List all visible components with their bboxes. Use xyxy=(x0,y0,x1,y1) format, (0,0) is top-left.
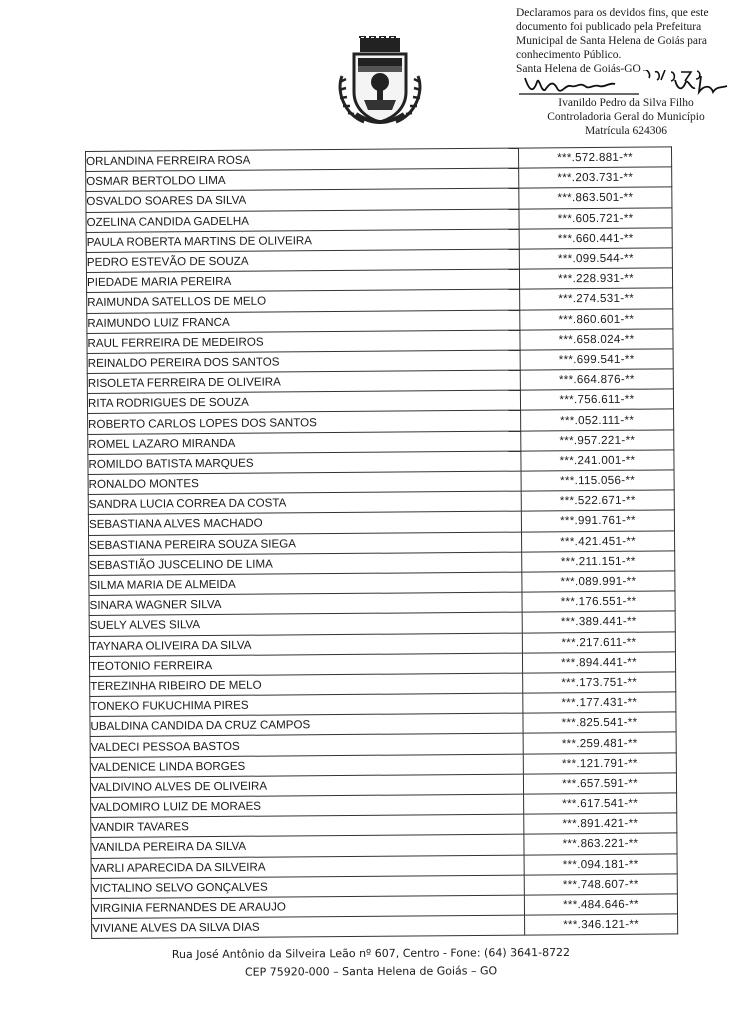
beneficiary-name: VALDECI PESSOA BASTOS xyxy=(90,734,523,758)
masked-cpf: ***.115.056-** xyxy=(521,470,674,491)
beneficiary-table xyxy=(85,146,678,939)
beneficiary-name: OSVALDO SOARES DA SILVA xyxy=(86,188,519,212)
beneficiary-name: OZELINA CANDIDA GADELHA xyxy=(86,209,519,233)
beneficiary-name: RAIMUNDA SATELLOS DE MELO xyxy=(87,289,520,313)
beneficiary-name: VANILDA PEREIRA DA SILVA xyxy=(91,834,524,858)
beneficiary-name: SINARA WAGNER SILVA xyxy=(89,592,522,616)
masked-cpf: ***.748.607-** xyxy=(524,874,677,895)
publication-declaration xyxy=(516,6,738,76)
masked-cpf: ***.860.601-** xyxy=(520,308,673,329)
masked-cpf: ***.389.441-** xyxy=(522,611,675,632)
beneficiary-name: VANDIR TAVARES xyxy=(91,814,524,838)
beneficiary-name: TAYNARA OLIVEIRA DA SILVA xyxy=(89,633,522,657)
signatory-block xyxy=(520,96,732,138)
beneficiary-name: TEOTONIO FERREIRA xyxy=(89,653,522,677)
masked-cpf: ***.176.551-** xyxy=(522,591,675,612)
beneficiary-name: VALDOMIRO LUIZ DE MORAES xyxy=(91,794,524,818)
beneficiary-name: SILMA MARIA DE ALMEIDA xyxy=(89,572,522,596)
beneficiary-name: VARLI APARECIDA DA SILVEIRA xyxy=(91,855,524,879)
masked-cpf: ***.173.751-** xyxy=(523,672,676,693)
masked-cpf: ***.094.181-** xyxy=(524,853,677,874)
masked-cpf: ***.572.881-** xyxy=(518,147,671,168)
masked-cpf: ***.957.221-** xyxy=(521,430,674,451)
masked-cpf: ***.217.611-** xyxy=(522,631,675,652)
beneficiary-name: SEBASTIANA PEREIRA SOUZA SIEGA xyxy=(89,532,522,556)
beneficiary-name: VIRGINIA FERNANDES DE ARAUJO xyxy=(91,895,524,919)
beneficiary-name: SEBASTIANA ALVES MACHADO xyxy=(88,511,521,535)
masked-cpf: ***.658.024-** xyxy=(520,329,673,350)
beneficiary-name: SUELY ALVES SILVA xyxy=(89,612,522,636)
masked-cpf: ***.825.541-** xyxy=(523,712,676,733)
masked-cpf: ***.863.501-** xyxy=(519,187,672,208)
masked-cpf: ***.089.991-** xyxy=(522,571,675,592)
declaration-line: Declaramos para os devidos fins, que este xyxy=(516,7,709,19)
masked-cpf: ***.346.121-** xyxy=(525,914,678,935)
masked-cpf: ***.259.481-** xyxy=(523,732,676,753)
beneficiary-name: VALDIVINO ALVES DE OLIVEIRA xyxy=(90,774,523,798)
beneficiary-name: ROMEL LAZARO MIRANDA xyxy=(88,431,521,455)
beneficiary-name: PAULA ROBERTA MARTINS DE OLIVEIRA xyxy=(86,229,519,253)
beneficiary-name: REINALDO PEREIRA DOS SANTOS xyxy=(87,350,520,374)
beneficiary-name: TONEKO FUKUCHIMA PIRES xyxy=(90,693,523,717)
beneficiary-name: UBALDINA CANDIDA DA CRUZ CAMPOS xyxy=(90,713,523,737)
beneficiary-name: TEREZINHA RIBEIRO DE MELO xyxy=(90,673,523,697)
page-footer xyxy=(0,943,742,983)
masked-cpf: ***.894.441-** xyxy=(522,652,675,673)
beneficiary-table-body xyxy=(86,147,678,939)
beneficiary-name: PEDRO ESTEVÃO DE SOUZA xyxy=(86,249,519,273)
masked-cpf: ***.863.221-** xyxy=(524,833,677,854)
signatory-office: Controladoria Geral do Município xyxy=(547,111,705,123)
signatory-registration: Matrícula 624306 xyxy=(584,125,668,137)
declaration-line: documento foi publicado pela Prefeitura xyxy=(516,21,702,33)
masked-cpf: ***.121.791-** xyxy=(523,753,676,774)
masked-cpf: ***.099.544-** xyxy=(519,248,672,269)
beneficiary-name: ORLANDINA FERREIRA ROSA xyxy=(86,148,519,172)
masked-cpf: ***.605.721-** xyxy=(519,207,672,228)
masked-cpf: ***.991.761-** xyxy=(521,510,674,531)
masked-cpf: ***.421.451-** xyxy=(522,530,675,551)
beneficiary-name: ROBERTO CARLOS LOPES DOS SANTOS xyxy=(88,411,521,435)
masked-cpf: ***.617.541-** xyxy=(524,793,677,814)
masked-cpf: ***.522.671-** xyxy=(521,490,674,511)
beneficiary-name: RAUL FERREIRA DE MEDEIROS xyxy=(87,330,520,354)
beneficiary-name: VALDENICE LINDA BORGES xyxy=(90,754,523,778)
signatory-name: Ivanildo Pedro da Silva Filho xyxy=(558,97,694,109)
masked-cpf: ***.664.876-** xyxy=(520,369,673,390)
masked-cpf: ***.756.611-** xyxy=(520,389,673,410)
masked-cpf: ***.274.531-** xyxy=(520,288,673,309)
beneficiary-name: SEBASTIÃO JUSCELINO DE LIMA xyxy=(89,552,522,576)
footer-address: Rua José Antônio da Silveira Leão nº 607, Centro - Fone: (64) 3641-8722 xyxy=(171,945,571,962)
masked-cpf: ***.228.931-** xyxy=(519,268,672,289)
masked-cpf: ***.052.111-** xyxy=(521,409,674,430)
masked-cpf: ***.657.591-** xyxy=(523,773,676,794)
beneficiary-name: RITA RODRIGUES DE SOUZA xyxy=(87,390,520,414)
masked-cpf: ***.241.001-** xyxy=(521,450,674,471)
masked-cpf: ***.211.151-** xyxy=(522,551,675,572)
masked-cpf: ***.203.731-** xyxy=(519,167,672,188)
masked-cpf: ***.699.541-** xyxy=(520,349,673,370)
beneficiary-name: RISOLETA FERREIRA DE OLIVEIRA xyxy=(87,370,520,394)
beneficiary-name: RAIMUNDO LUIZ FRANCA xyxy=(87,310,520,334)
footer-city: CEP 75920-000 – Santa Helena de Goiás – GO xyxy=(244,964,498,979)
beneficiary-name: VICTALINO SELVO GONÇALVES xyxy=(91,875,524,899)
declaration-line: Santa Helena de Goiás-GO xyxy=(516,63,641,75)
beneficiary-name: OSMAR BERTOLDO LIMA xyxy=(86,168,519,192)
beneficiary-name: SANDRA LUCIA CORREA DA COSTA xyxy=(88,491,521,515)
masked-cpf: ***.177.431-** xyxy=(523,692,676,713)
beneficiary-name: PIEDADE MARIA PEREIRA xyxy=(86,269,519,293)
table-row xyxy=(92,914,678,939)
masked-cpf: ***.891.421-** xyxy=(524,813,677,834)
declaration-line: Municipal de Santa Helena de Goiás para xyxy=(516,35,707,47)
masked-cpf: ***.484.646-** xyxy=(524,894,677,915)
beneficiary-name: RONALDO MONTES xyxy=(88,471,521,495)
declaration-line: conhecimento Público. xyxy=(516,49,622,61)
masked-cpf: ***.660.441-** xyxy=(519,228,672,249)
beneficiary-name: VIVIANE ALVES DA SILVA DIAS xyxy=(92,915,525,939)
municipal-coat-of-arms xyxy=(334,36,426,128)
beneficiary-name: ROMILDO BATISTA MARQUES xyxy=(88,451,521,475)
